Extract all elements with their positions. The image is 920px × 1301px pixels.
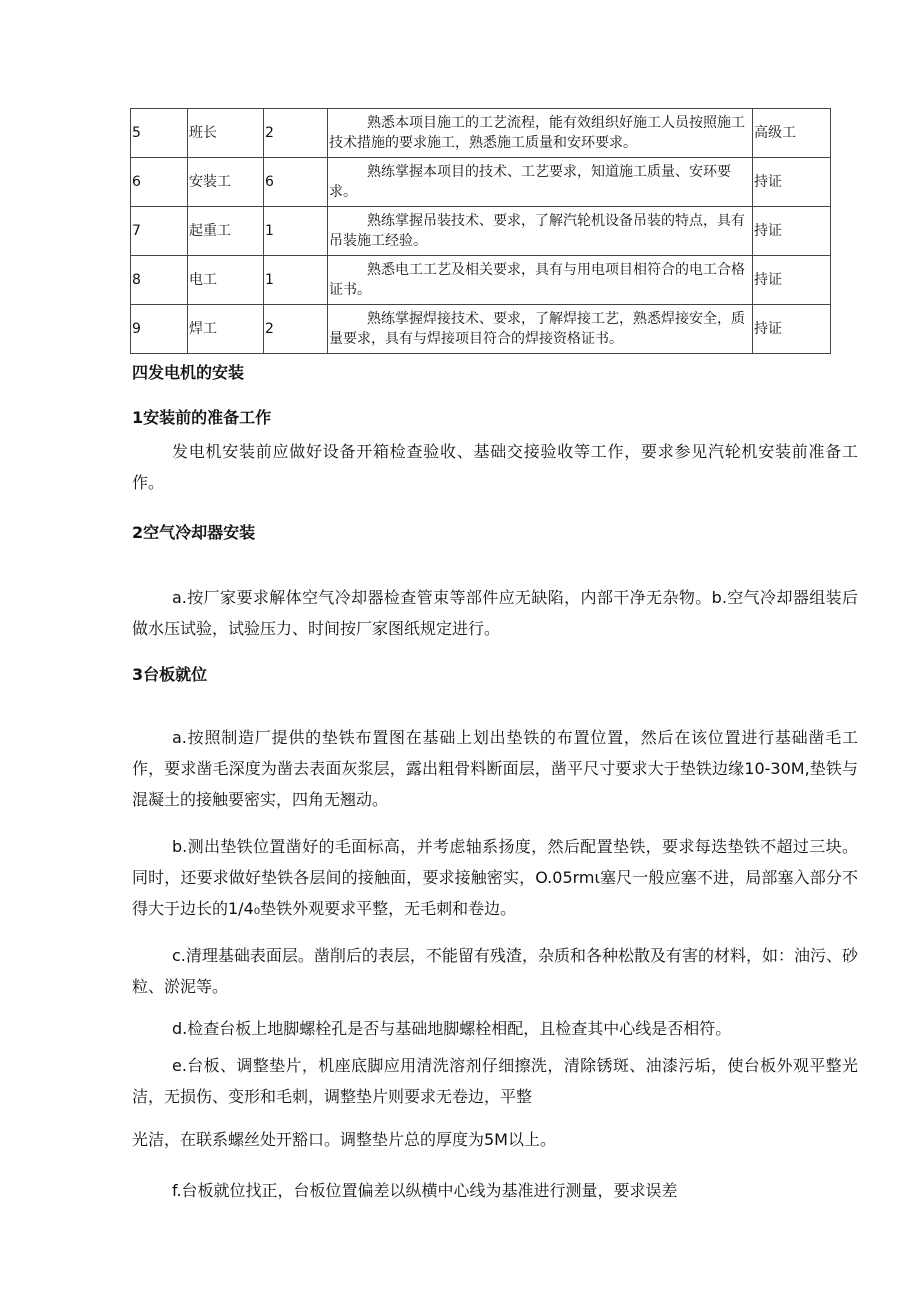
qualification-cell: 持证 bbox=[753, 305, 831, 354]
role-cell: 起重工 bbox=[188, 207, 264, 256]
table-row bbox=[131, 256, 831, 305]
table-row bbox=[131, 207, 831, 256]
count-cell: 6 bbox=[264, 158, 328, 207]
role-cell: 安装工 bbox=[188, 158, 264, 207]
row-number-cell: 8 bbox=[131, 256, 188, 305]
qualification-cell: 持证 bbox=[753, 158, 831, 207]
subsection-1-title: 1安装前的准备工作 bbox=[132, 408, 272, 427]
table-row bbox=[131, 305, 831, 354]
paragraph-e-continued: 光洁，在联系螺丝处开豁口。调整垫片总的厚度为5M以上。 bbox=[132, 1130, 556, 1149]
role-cell: 班长 bbox=[188, 109, 264, 158]
requirement-cell: 熟悉本项目施工的工艺流程，能有效组织好施工人员按照施工技术措施的要求施工，熟悉施工质量和安环要求。 bbox=[328, 109, 753, 158]
role-cell: 电工 bbox=[188, 256, 264, 305]
requirement-cell: 熟练掌握本项目的技术、工艺要求，知道施工质量、安环要求。 bbox=[328, 158, 753, 207]
count-cell: 2 bbox=[264, 305, 328, 354]
row-number-cell: 6 bbox=[131, 158, 188, 207]
paragraph-d: d.检查台板上地脚螺栓孔是否与基础地脚螺栓相配，且检查其中心线是否相符。 bbox=[172, 1019, 732, 1038]
role-cell: 焊工 bbox=[188, 305, 264, 354]
qualification-cell: 持证 bbox=[753, 207, 831, 256]
subsection-2-title: 2空气冷却器安装 bbox=[132, 523, 256, 542]
staff-table bbox=[130, 108, 831, 354]
subsection-2-text: a.按厂家要求解体空气冷却器检查管束等部件应无缺陷，内部干净无杂物。b.空气冷却器组装后做水压试验，试验压力、时间按厂家图纸规定进行。 bbox=[132, 588, 858, 638]
count-cell: 1 bbox=[264, 256, 328, 305]
table-row bbox=[131, 158, 831, 207]
section-title: 四发电机的安装 bbox=[132, 363, 245, 382]
paragraph-f: f.台板就位找正，台板位置偏差以纵横中心线为基准进行测量，要求误差 bbox=[172, 1181, 678, 1200]
paragraph-c: c.清理基础表面层。凿削后的表层，不能留有残渣，杂质和各种松散及有害的材料，如：油污、砂粒、淤泥等。 bbox=[132, 946, 858, 996]
row-number-cell: 9 bbox=[131, 305, 188, 354]
qualification-cell: 持证 bbox=[753, 256, 831, 305]
subsection-3-title: 3台板就位 bbox=[132, 665, 208, 684]
paragraph-e: e.台板、调整垫片，机座底脚应用清洗溶剂仔细擦洗，清除锈斑、油漆污垢，使台板外观平整光洁，无损伤、变形和毛刺，调整垫片则要求无卷边，平整 bbox=[132, 1056, 858, 1106]
paragraph-b: b.测出垫铁位置凿好的毛面标高，并考虑轴系扬度，然后配置垫铁，要求每迭垫铁不超过三块。同时，还要求做好垫铁各层间的接触面，要求接触密实，O.05rmι塞尺一般应塞不进，局部塞入部分不得大于边长的1/4₀垫铁外观要求平整，无毛刺和卷边。 bbox=[132, 837, 858, 918]
requirement-cell: 熟练掌握吊装技术、要求，了解汽轮机设备吊装的特点，具有吊装施工经验。 bbox=[328, 207, 753, 256]
subsection-1-text: 发电机安装前应做好设备开箱检查验收、基础交接验收等工作，要求参见汽轮机安装前准备工作。 bbox=[132, 442, 858, 492]
staff-table-body bbox=[131, 109, 831, 354]
table-row bbox=[131, 109, 831, 158]
requirement-cell: 熟悉电工工艺及相关要求，具有与用电项目相符合的电工合格证书。 bbox=[328, 256, 753, 305]
qualification-cell: 高级工 bbox=[753, 109, 831, 158]
count-cell: 2 bbox=[264, 109, 328, 158]
paragraph-a: a.按照制造厂提供的垫铁布置图在基础上划出垫铁的布置位置，然后在该位置进行基础凿毛工作，要求凿毛深度为凿去表面灰浆层，露出粗骨料断面层，凿平尺寸要求大于垫铁边缘10-30M,垫铁与混凝土的接触要密实，四角无翘动。 bbox=[132, 728, 858, 809]
count-cell: 1 bbox=[264, 207, 328, 256]
row-number-cell: 7 bbox=[131, 207, 188, 256]
requirement-cell: 熟练掌握焊接技术、要求，了解焊接工艺，熟悉焊接安全，质量要求，具有与焊接项目符合的焊接资格证书。 bbox=[328, 305, 753, 354]
row-number-cell: 5 bbox=[131, 109, 188, 158]
